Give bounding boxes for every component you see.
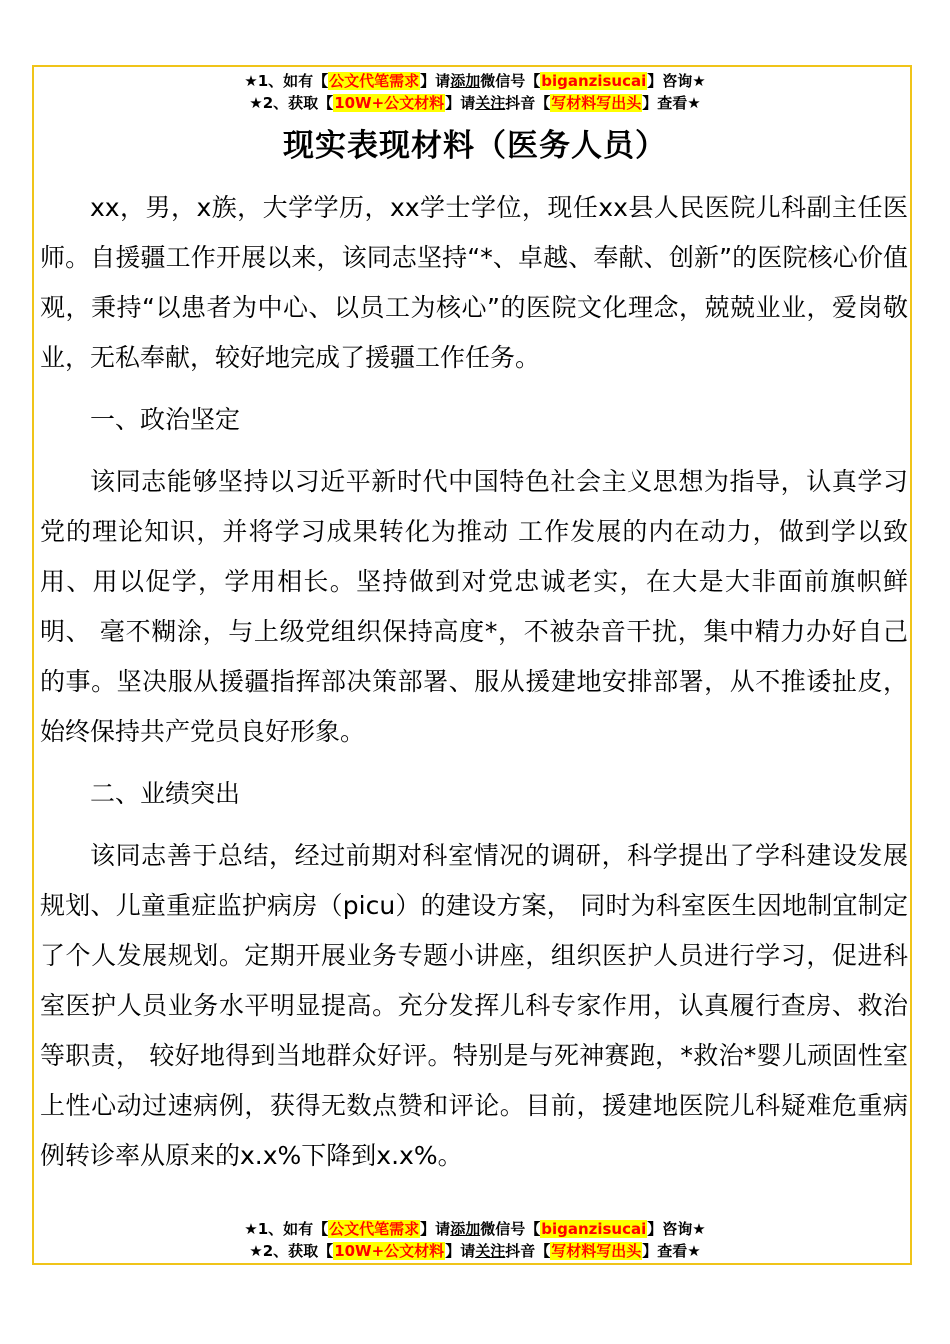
ad-line-2 <box>0 92 950 114</box>
ad-highlight: 10W+公文材料 <box>334 94 445 112</box>
ad-text: 】请 <box>420 72 451 90</box>
ad-text: ★1、如有【 <box>244 1220 329 1238</box>
section-heading-political: 一、政治坚定 <box>90 405 241 434</box>
ad-text: ★1、如有【 <box>244 72 329 90</box>
section-paragraph-performance: 该同志善于总结，经过前期对科室情况的调研，科学提出了学科建设发展规划、儿童重症监护病房（picu）的建设方案， 同时为科室医生因地制宜制定了个人发展规划。定期开展业务专题小讲座，组织医护人员进行学习，促进科室医护人员业务水平明显提高。充分发挥儿科专家作用，认真履行查房、救治等职责， 较好地得到当地群众好评。特别是与死神赛跑，*救治*婴儿顽固性室上性心动过速病例，获得无数点赞和评论。目前，援建地医院儿科疑难危重病例转诊率从原来的x.x%下降到x.x%。 <box>40 841 908 1170</box>
ad-emphasis: 添加 <box>450 1220 481 1238</box>
ad-highlight: 10W+公文材料 <box>334 1242 445 1260</box>
ad-text: 】咨询★ <box>647 72 706 90</box>
ad-line-1 <box>0 70 950 92</box>
ad-text: 微信号【 <box>480 72 541 90</box>
section-paragraph-political: 该同志能够坚持以习近平新时代中国特色社会主义思想为指导，认真学习党的理论知识，并将学习成果转化为推动 工作发展的内在动力，做到学以致用、用以促学，学用相长。坚持做到对党忠诚老实，在大是大非面前旗帜鲜明、 毫不糊涂，与上级党组织保持高度*，不被杂音干扰，集中精力办好自己的事。坚决服从援疆指挥部决策部署、服从援建地安排部署，从不推诿扯皮，始终保持共产党员良好形象。 <box>40 467 908 746</box>
ad-banner-top <box>0 70 950 114</box>
ad-emphasis: 关注 <box>475 94 506 112</box>
document-title: 现实表现材料（医务人员） <box>283 128 667 164</box>
ad-highlight: 写材料写出头 <box>551 1242 642 1260</box>
ad-text: 抖音【 <box>505 1242 551 1260</box>
ad-line-2 <box>0 1240 950 1262</box>
ad-highlight: 写材料写出头 <box>551 94 642 112</box>
ad-highlight: biganzisucai <box>541 1220 647 1238</box>
ad-emphasis: 添加 <box>450 72 481 90</box>
ad-text: 】请 <box>445 1242 476 1260</box>
ad-highlight: biganzisucai <box>541 72 647 90</box>
ad-text: ★2、获取【 <box>249 1242 334 1260</box>
section-heading-performance: 二、业绩突出 <box>90 779 241 808</box>
ad-banner-bottom <box>0 1218 950 1262</box>
ad-text: 微信号【 <box>480 1220 541 1238</box>
ad-text: 】咨询★ <box>647 1220 706 1238</box>
ad-highlight: 公文代笔需求 <box>329 72 420 90</box>
intro-paragraph: xx，男，x族，大学学历，xx学士学位，现任xx县人民医院儿科副主任医师。自援疆工作开展以来，该同志坚持“*、卓越、奉献、创新”的医院核心价值观，秉持“以患者为中心、以员工为核心”的医院文化理念，兢兢业业，爱岗敬业，无私奉献，较好地完成了援疆工作任务。 <box>40 193 908 372</box>
ad-text: 】请 <box>445 94 476 112</box>
ad-emphasis: 关注 <box>475 1242 506 1260</box>
ad-text: 】请 <box>420 1220 451 1238</box>
ad-highlight: 公文代笔需求 <box>329 1220 420 1238</box>
ad-text: 】查看★ <box>642 1242 701 1260</box>
ad-text: ★2、获取【 <box>249 94 334 112</box>
ad-line-1 <box>0 1218 950 1240</box>
ad-text: 】查看★ <box>642 94 701 112</box>
ad-text: 抖音【 <box>505 94 551 112</box>
document-body <box>40 183 908 1193</box>
